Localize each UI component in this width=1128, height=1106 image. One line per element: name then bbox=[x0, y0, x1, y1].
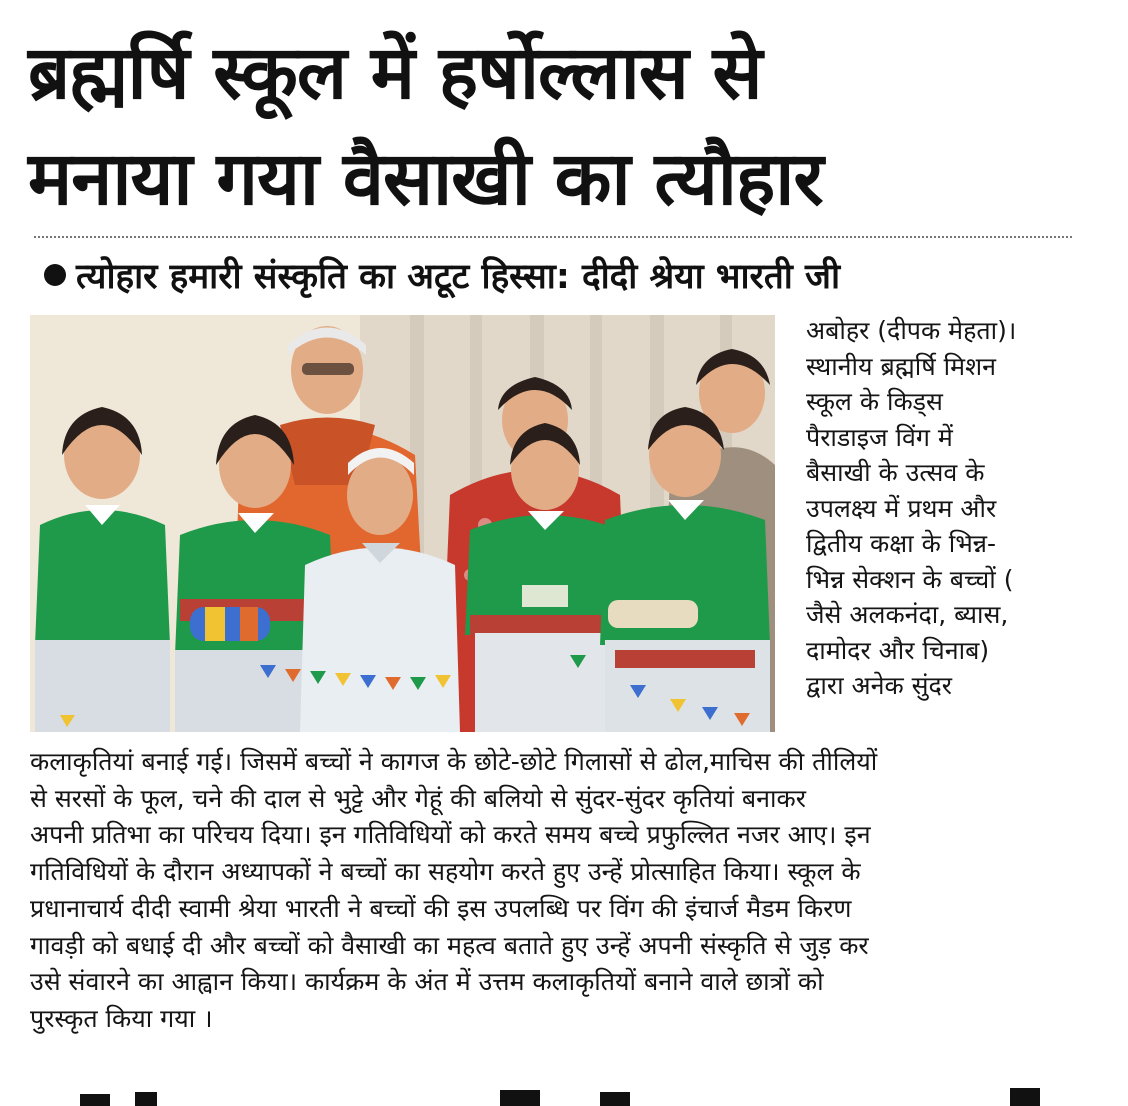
text-line: से सरसों के फूल, चने की दाल से भुट्टे और गेहूं की बलियो से सुंदर-सुंदर कृतियां बनाकर bbox=[30, 783, 806, 813]
text-line: उसे संवारने का आह्वान किया। कार्यक्रम के अंत में उत्तम कलाकृतियों बनाने वाले छात्रों को bbox=[30, 967, 824, 997]
headline bbox=[28, 20, 1108, 232]
text-line: बैसाखी के उत्सव के bbox=[806, 458, 985, 487]
text-line: गतिविधियों के दौरान अध्यापकों ने बच्चों का सहयोग करते हुए उन्हें प्रोत्साहित किया। स्कूल के bbox=[30, 857, 861, 887]
text-line: गावड़ी को बधाई दी और बच्चों को वैसाखी का महत्व बताते हुए उन्हें अपनी संस्कृति से जुड़ कर bbox=[30, 930, 869, 960]
text-line: पुरस्कृत किया गया । bbox=[30, 1003, 213, 1033]
text-line: अपनी प्रतिभा का परिचय दिया। इन गतिविधियों को करते समय बच्चे प्रफुल्लित नजर आए। इन bbox=[30, 820, 871, 850]
text-line: जैसे अलकनंदा, ब्यास, bbox=[806, 600, 1009, 629]
next-headline-cropped bbox=[80, 1082, 1060, 1106]
text-line: प्रधानाचार्य दीदी स्वामी श्रेया भारती ने बच्चों की इस उपलब्धि पर विंग की इंचार्ज मैडम किरण bbox=[30, 893, 852, 923]
text-line: द्वारा अनेक सुंदर bbox=[806, 671, 953, 700]
divider-rule bbox=[34, 236, 1072, 238]
headline-line-2: मनाया गया वैसाखी का त्यौहार bbox=[28, 136, 823, 222]
text-line: द्वितीय कक्षा के भिन्न- bbox=[806, 529, 997, 558]
subheadline-text: त्योहार हमारी संस्कृति का अटूट हिस्सा: दीदी श्रेया भारती जी bbox=[76, 257, 841, 297]
text-line: उपलक्ष्य में प्रथम और bbox=[806, 493, 997, 523]
text-line: कलाकृतियां बनाई गई। जिसमें बच्चों ने कागज के छोटे-छोटे गिलासों से ढोल,माचिस की तीलियों bbox=[30, 747, 878, 776]
group-photo bbox=[30, 315, 775, 732]
cropped-text-fragment bbox=[80, 1082, 1060, 1106]
bullet-dot-icon bbox=[44, 264, 66, 286]
text-line: अबोहर (दीपक मेहता)। bbox=[806, 316, 1017, 345]
article-body bbox=[30, 744, 1110, 1038]
text-line: स्थानीय ब्रह्मर्षि मिशन bbox=[806, 351, 996, 381]
text-line: पैराडाइज विंग में bbox=[806, 422, 953, 452]
text-line: स्कूल के किड्स bbox=[806, 387, 943, 416]
text-line: भिन्न सेक्शन के बच्चों ( bbox=[806, 564, 1014, 594]
headline-line-1: ब्रह्मर्षि स्कूल में हर्षोल्लास से bbox=[28, 30, 762, 116]
article-intro-column bbox=[806, 313, 1106, 704]
article-photo bbox=[30, 315, 775, 732]
subheadline bbox=[44, 246, 1104, 308]
text-line: दामोदर और चिनाब) bbox=[806, 635, 990, 665]
